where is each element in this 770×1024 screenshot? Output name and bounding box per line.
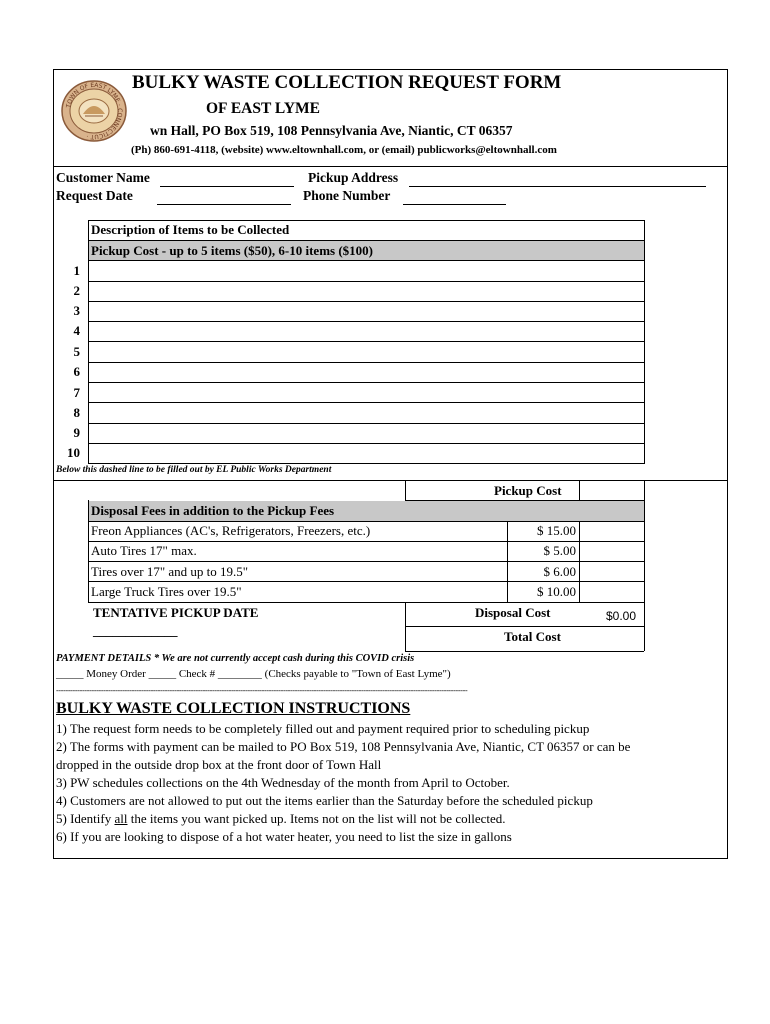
fee-item-price: $ 5.00 — [543, 543, 576, 558]
instruction-5-underlined: all — [114, 811, 128, 826]
fee-item-label: Auto Tires 17" max. — [91, 543, 197, 558]
instruction-line: 6) If you are looking to dispose of a hot water heater, you need to list the size in gallons — [56, 829, 512, 844]
fee-item-price: $ 15.00 — [537, 523, 576, 538]
fee-item-price: $ 10.00 — [537, 584, 576, 599]
dept-note: Below this dashed line to be filled out by EL Public Works Department — [56, 465, 332, 475]
fee-item-price: $ 6.00 — [543, 564, 576, 579]
pickup-address-label: Pickup Address — [308, 170, 399, 185]
row-number: 7 — [73, 385, 80, 400]
instruction-line-5 — [56, 811, 506, 827]
row-number: 10 — [67, 445, 80, 460]
disposal-cost-label: Disposal Cost — [475, 605, 551, 620]
request-date-field[interactable] — [157, 204, 291, 205]
instruction-line: dropped in the outside drop box at the front door of Town Hall — [56, 757, 382, 772]
instruction-line: 2) The forms with payment can be mailed to PO Box 519, 108 Pennsylvania Ave, Niantic, CT 06357 or can be — [56, 739, 631, 754]
pickup-cost-label: Pickup Cost — [494, 483, 562, 498]
fee-item-label: Large Truck Tires over 19.5" — [91, 584, 242, 599]
dashed-separator: ------------------------------------------------------------------------------------------------------------------------------------------------------------------------------ — [56, 686, 468, 695]
request-date-label: Request Date — [56, 188, 133, 203]
disposal-fees-header: Disposal Fees in addition to the Pickup Fees — [91, 503, 335, 518]
town-seal-logo — [61, 80, 127, 142]
pickup-cost-header: Pickup Cost - up to 5 items ($50), 6-10 items ($100) — [91, 243, 374, 258]
disposal-cost-value: $0.00 — [606, 609, 637, 623]
row-number: 9 — [73, 425, 80, 440]
customer-name-label: Customer Name — [56, 170, 150, 185]
contact-info: (Ph) 860-691-4118, (website) www.eltownhall.com, or (email) publicworks@eltownhall.com — [131, 144, 557, 156]
fee-item-label: Freon Appliances (AC's, Refrigerators, Freezers, etc.) — [91, 523, 371, 538]
row-number: 1 — [73, 263, 80, 278]
row-number: 4 — [73, 323, 80, 338]
header-divider — [53, 166, 728, 167]
tentative-pickup-date-label: TENTATIVE PICKUP DATE — [93, 605, 259, 620]
svg-text:TOWN OF EAST LYME · CONNECTICU: TOWN OF EAST LYME · CONNECTICUT · — [65, 81, 124, 141]
items-table-right-border — [644, 220, 645, 464]
row-number: 3 — [73, 303, 80, 318]
form-title: BULKY WASTE COLLECTION REQUEST FORM — [132, 72, 562, 93]
items-table-left-border — [88, 220, 89, 464]
town-hall-address: wn Hall, PO Box 519, 108 Pennsylvania Ave, Niantic, CT 06357 — [150, 123, 513, 138]
instructions-title: BULKY WASTE COLLECTION INSTRUCTIONS — [56, 700, 411, 717]
customer-name-field[interactable] — [160, 186, 294, 187]
row-number: 8 — [73, 405, 80, 420]
instruction-line: 3) PW schedules collections on the 4th Wednesday of the month from April to October. — [56, 775, 510, 790]
payment-options[interactable]: _____ Money Order _____ Check # ________ (Checks payable to "Town of East Lyme") — [56, 668, 451, 680]
phone-number-label: Phone Number — [303, 188, 391, 203]
row-number: 6 — [73, 364, 80, 379]
tentative-pickup-date-field[interactable]: _____________ — [93, 623, 178, 638]
instruction-line: 4) Customers are not allowed to put out the items earlier than the Saturday before the scheduled pickup — [56, 793, 593, 808]
pickup-cost-value[interactable] — [580, 481, 643, 499]
fee-item-label: Tires over 17" and up to 19.5" — [91, 564, 249, 579]
pickup-address-field[interactable] — [409, 186, 706, 187]
instruction-5-suffix: the items you want picked up. Items not on the list will not be collected. — [127, 811, 506, 826]
instruction-5-prefix: 5) Identify — [56, 811, 115, 826]
instruction-line: 1) The request form needs to be completely filled out and payment required prior to scheduling pickup — [56, 721, 590, 736]
total-cost-label: Total Cost — [504, 629, 561, 644]
items-table-header: Description of Items to be Collected — [91, 222, 290, 237]
row-number: 2 — [73, 283, 80, 298]
form-subtitle: OF EAST LYME — [206, 100, 320, 117]
payment-details: PAYMENT DETAILS * We are not currently accept cash during this COVID crisis — [56, 653, 415, 664]
row-number: 5 — [73, 344, 80, 359]
phone-number-field[interactable] — [403, 204, 506, 205]
